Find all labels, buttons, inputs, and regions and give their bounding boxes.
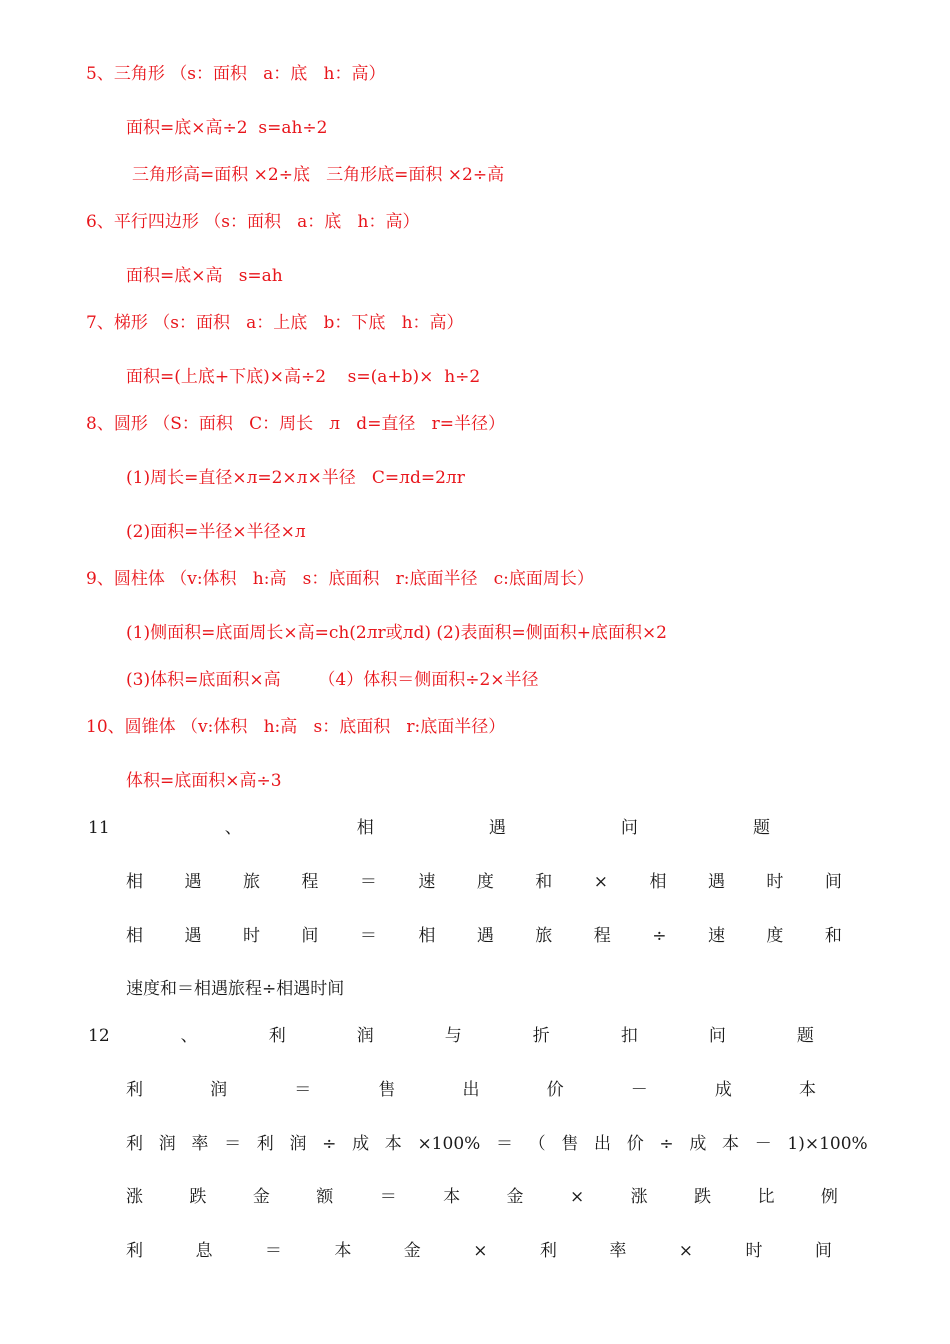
formula-char: ＝: [495, 1134, 513, 1154]
formula-char: ÷: [322, 1134, 337, 1154]
formula-char: 旅: [535, 926, 553, 946]
section-12-heading: [88, 1026, 814, 1046]
formula-char: 1)×100%: [787, 1134, 868, 1154]
formula-char: 润: [289, 1134, 307, 1154]
heading-char: 遇: [488, 818, 506, 838]
circle-area-formula: (2)面积=半径×半径×л: [126, 522, 306, 542]
formula-char: 息: [195, 1241, 213, 1261]
formula-char: 价: [626, 1134, 644, 1154]
formula-char: 本: [722, 1134, 740, 1154]
formula-char: ×: [593, 872, 608, 892]
formula-char: 金: [403, 1241, 421, 1261]
cylinder-surface-formula: (1)侧面积=底面周长×高=ch(2лr或лd) (2)表面积=侧面积+底面积×2: [126, 623, 668, 643]
heading-char: 题: [752, 818, 770, 838]
formula-char: ＝: [294, 1080, 312, 1100]
heading-char: 、: [224, 818, 242, 838]
heading-char: 润: [356, 1026, 374, 1046]
formula-char: 相: [126, 872, 143, 892]
meeting-time-formula: [126, 926, 842, 946]
formula-char: 度: [476, 872, 494, 892]
formula-char: ＝: [264, 1241, 282, 1261]
formula-char: 利: [256, 1134, 274, 1154]
formula-char: 程: [593, 926, 611, 946]
formula-char: 速: [707, 926, 725, 946]
section-10-cone-heading: 10、圆锥体 （v:体积 h:高 s：底面积 r:底面半径）: [86, 717, 506, 737]
meeting-distance-formula: [126, 872, 842, 892]
formula-char: 本: [384, 1134, 402, 1154]
formula-char: 跌: [694, 1187, 712, 1207]
formula-char: 润: [158, 1134, 176, 1154]
formula-char: 时: [745, 1241, 763, 1261]
formula-char: 遇: [707, 872, 725, 892]
formula-char: 遇: [476, 926, 494, 946]
formula-char: 和: [824, 926, 842, 946]
formula-char: 度: [766, 926, 784, 946]
section-5-triangle-heading: 5、三角形 （s：面积 a：底 h：高）: [86, 64, 386, 84]
formula-char: 和: [535, 872, 553, 892]
formula-char: ＝: [224, 1134, 242, 1154]
formula-char: 额: [316, 1187, 334, 1207]
formula-char: 率: [191, 1134, 209, 1154]
formula-char: 金: [252, 1187, 270, 1207]
heading-char: 相: [356, 818, 374, 838]
formula-char: 本: [334, 1241, 352, 1261]
formula-char: 售: [561, 1134, 579, 1154]
formula-char: 间: [824, 872, 842, 892]
formula-char: 利: [126, 1134, 143, 1154]
formula-char: 润: [210, 1080, 228, 1100]
heading-char: 与: [444, 1026, 462, 1046]
circle-circumference-formula: (1)周长=直径×л=2×л×半径 C=лd=2лr: [126, 468, 465, 488]
section-6-parallelogram-heading: 6、平行四边形 （s：面积 a：底 h：高）: [86, 212, 420, 232]
formula-char: 出: [462, 1080, 480, 1100]
formula-char: ＝: [359, 872, 377, 892]
formula-char: 金: [506, 1187, 524, 1207]
formula-char: ÷: [659, 1134, 674, 1154]
formula-char: 旅: [242, 872, 260, 892]
formula-char: 相: [126, 926, 143, 946]
heading-char: 扣: [620, 1026, 638, 1046]
speed-sum-formula: 速度和＝相遇旅程÷相遇时间: [126, 979, 345, 999]
formula-char: ＝: [379, 1187, 397, 1207]
formula-char: －: [630, 1080, 648, 1100]
formula-char: 成: [689, 1134, 707, 1154]
formula-char: －: [754, 1134, 772, 1154]
heading-char: 12: [88, 1026, 110, 1046]
trapezoid-area-formula: 面积=(上底+下底)×高÷2 s=(a+b)× h÷2: [126, 367, 481, 387]
heading-char: 折: [532, 1026, 550, 1046]
formula-char: 利: [126, 1241, 143, 1261]
formula-char: 相: [418, 926, 436, 946]
heading-char: 问: [620, 818, 638, 838]
section-11-heading: [88, 818, 770, 838]
formula-char: 间: [814, 1241, 832, 1261]
formula-char: ×: [569, 1187, 585, 1207]
formula-char: 遇: [184, 872, 202, 892]
section-9-cylinder-heading: 9、圆柱体 （v:体积 h:高 s：底面积 r:底面半径 c:底面周长）: [86, 569, 594, 589]
formula-char: 价: [546, 1080, 564, 1100]
formula-char: 成: [352, 1134, 370, 1154]
formula-char: 间: [301, 926, 319, 946]
formula-char: 利: [126, 1080, 143, 1100]
formula-char: 程: [301, 872, 319, 892]
cylinder-volume-formula: (3)体积=底面积×高 （4）体积＝侧面积÷2×半径: [126, 670, 539, 690]
formula-char: （: [528, 1134, 546, 1154]
formula-char: 比: [757, 1187, 775, 1207]
formula-char: 本: [443, 1187, 461, 1207]
section-7-trapezoid-heading: 7、梯形 （s：面积 a：上底 b：下底 h：高）: [86, 313, 464, 333]
formula-char: 例: [820, 1187, 838, 1207]
formula-char: 成: [714, 1080, 732, 1100]
formula-char: 售: [378, 1080, 396, 1100]
formula-char: ＝: [359, 926, 377, 946]
heading-char: 题: [796, 1026, 814, 1046]
formula-char: 速: [418, 872, 436, 892]
formula-char: ×: [678, 1241, 693, 1261]
profit-formula: [126, 1080, 816, 1100]
price-change-formula: [126, 1187, 838, 1207]
triangle-area-formula: 面积=底×高÷2 s=ah÷2: [126, 118, 328, 138]
formula-char: 遇: [184, 926, 202, 946]
heading-char: 、: [180, 1026, 198, 1046]
heading-char: 问: [708, 1026, 726, 1046]
heading-char: 利: [268, 1026, 286, 1046]
interest-formula: [126, 1241, 832, 1261]
formula-char: ×100%: [417, 1134, 481, 1154]
parallelogram-area-formula: 面积=底×高 s=ah: [126, 266, 283, 286]
formula-char: 出: [594, 1134, 612, 1154]
cone-volume-formula: 体积=底面积×高÷3: [126, 771, 282, 791]
formula-char: 时: [766, 872, 784, 892]
formula-char: 利: [539, 1241, 557, 1261]
formula-char: 涨: [630, 1187, 648, 1207]
formula-char: ÷: [652, 926, 667, 946]
formula-char: 跌: [189, 1187, 207, 1207]
formula-char: 涨: [126, 1187, 143, 1207]
formula-char: 率: [609, 1241, 627, 1261]
formula-char: ×: [473, 1241, 488, 1261]
formula-char: 时: [242, 926, 260, 946]
profit-rate-formula: [126, 1134, 868, 1154]
section-8-circle-heading: 8、圆形 （S：面积 C：周长 л d=直径 r=半径）: [86, 414, 506, 434]
heading-char: 11: [88, 818, 110, 838]
formula-char: 相: [649, 872, 667, 892]
formula-char: 本: [799, 1080, 816, 1100]
triangle-height-base-formula: 三角形高=面积 ×2÷底 三角形底=面积 ×2÷高: [132, 165, 505, 185]
